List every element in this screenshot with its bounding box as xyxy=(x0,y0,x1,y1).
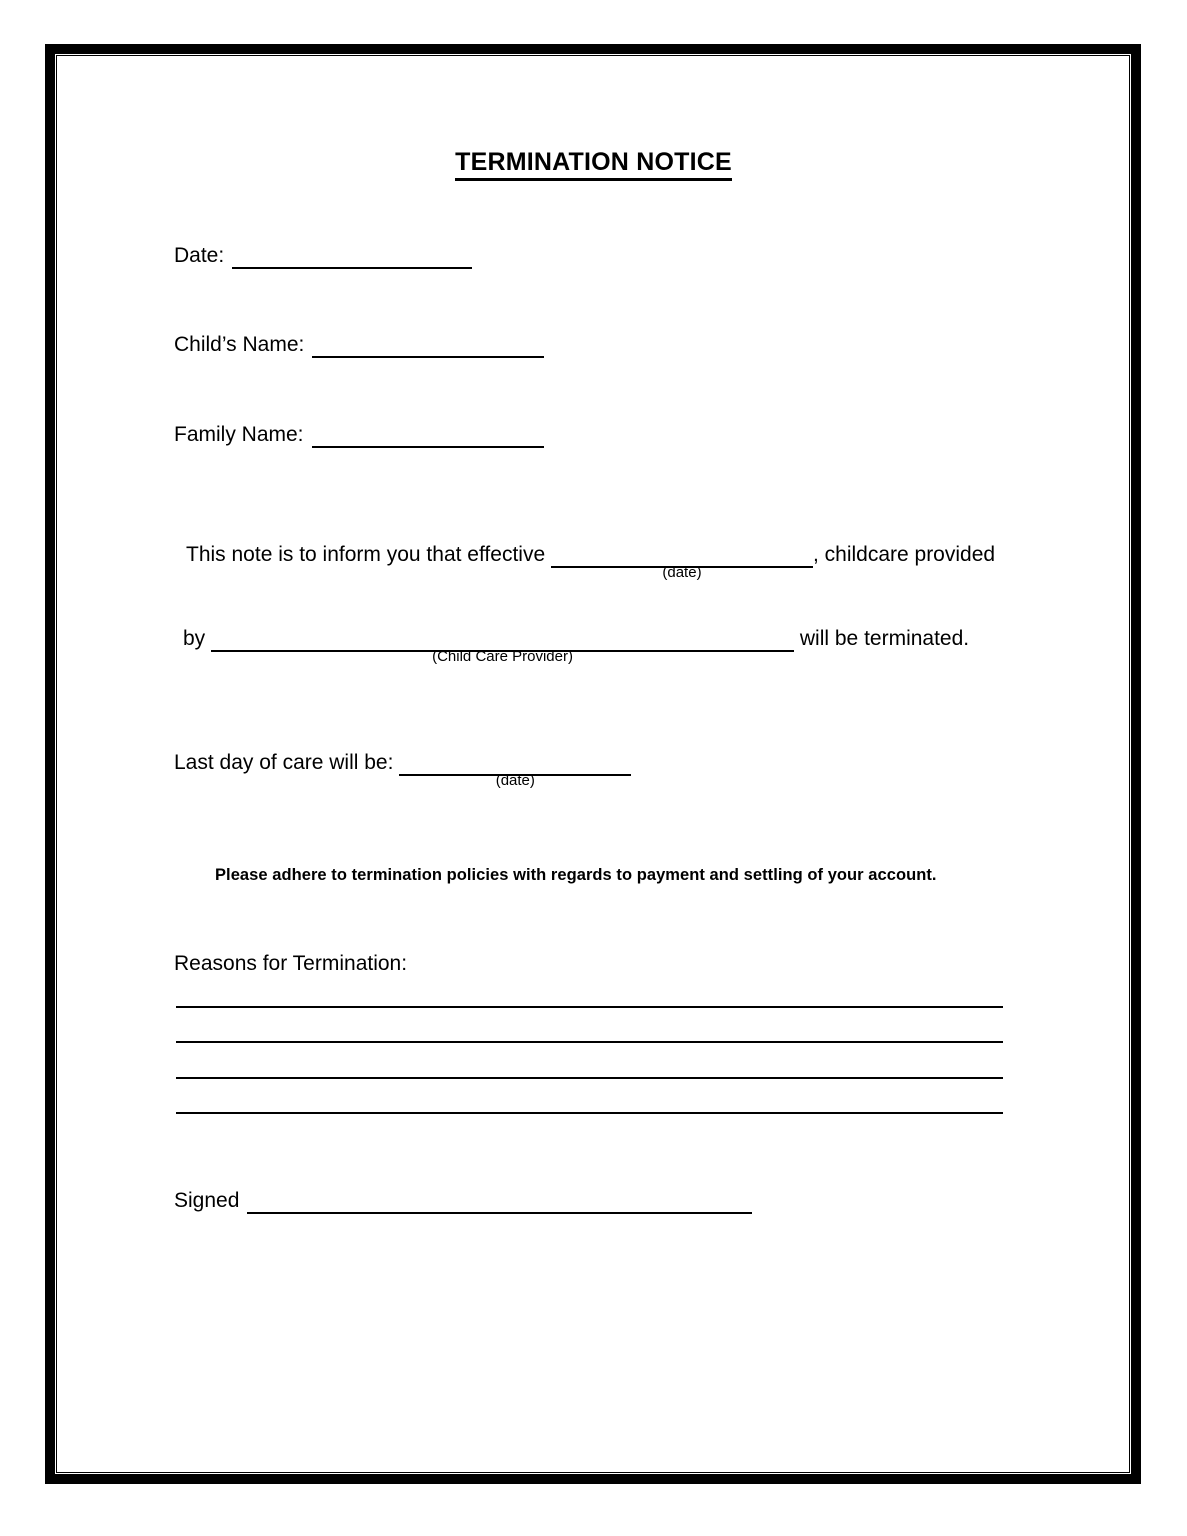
paragraph-provider xyxy=(183,626,970,665)
effective-date-sub-label: (date) xyxy=(662,564,702,581)
paragraph-effective-date xyxy=(186,542,996,581)
paragraph-effective-date-after: , childcare provided xyxy=(812,543,996,566)
provider-sub-label: (Child Care Provider) xyxy=(432,648,573,665)
field-date-label: Date: xyxy=(174,244,225,267)
signature-row xyxy=(174,1188,752,1214)
reasons-line-3[interactable] xyxy=(176,1077,1003,1079)
field-family-name-label: Family Name: xyxy=(174,423,304,446)
field-child-name-label: Child’s Name: xyxy=(174,333,305,356)
field-family-name xyxy=(174,422,544,448)
paragraph-provider-before: by xyxy=(183,627,206,650)
last-day-blank-wrap xyxy=(399,750,631,789)
field-date xyxy=(174,243,472,269)
reasons-line-2[interactable] xyxy=(176,1041,1003,1043)
paragraph-provider-after: will be terminated. xyxy=(799,627,970,650)
reasons-line-1[interactable] xyxy=(176,1006,1003,1008)
field-date-input[interactable] xyxy=(232,247,472,269)
page-title-text: TERMINATION NOTICE xyxy=(455,148,732,181)
reasons-label: Reasons for Termination: xyxy=(174,952,408,975)
paragraph-last-day xyxy=(174,750,631,789)
signature-input[interactable] xyxy=(247,1192,752,1214)
signature-label: Signed xyxy=(174,1189,240,1212)
paragraph-last-day-before: Last day of care will be: xyxy=(174,751,394,774)
provider-blank-wrap xyxy=(211,626,794,665)
reasons-line-4[interactable] xyxy=(176,1112,1003,1114)
policy-notice-text: Please adhere to termination policies with regards to payment and settling of your account. xyxy=(215,866,937,884)
field-family-name-input[interactable] xyxy=(312,426,544,448)
paragraph-effective-date-before: This note is to inform you that effective xyxy=(186,543,546,566)
field-child-name xyxy=(174,332,544,358)
page-title xyxy=(0,148,1187,177)
last-day-sub-label: (date) xyxy=(495,772,535,789)
field-child-name-input[interactable] xyxy=(312,336,544,358)
effective-date-blank-wrap xyxy=(551,542,813,581)
